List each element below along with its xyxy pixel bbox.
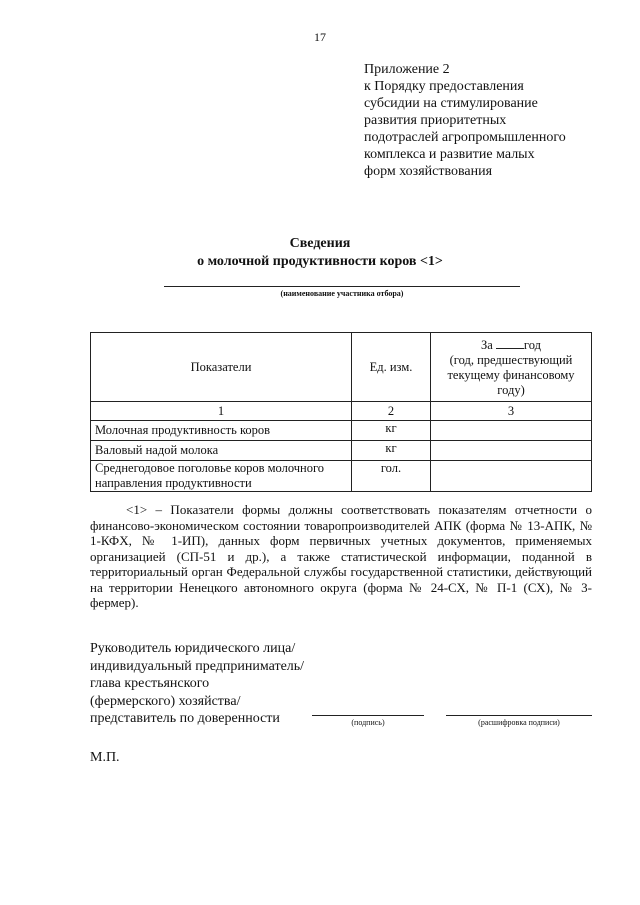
appendix-block: [364, 61, 624, 180]
indicator-unit: кг: [352, 441, 431, 461]
indicator-value-cell[interactable]: [431, 441, 592, 461]
appendix-line: форм хозяйствования: [364, 164, 493, 179]
indicator-name: Валовый надой молока: [91, 441, 352, 461]
stamp-placeholder: М.П.: [90, 750, 120, 765]
column-numbers-row: [91, 402, 592, 421]
participant-name-field[interactable]: [164, 286, 520, 287]
year-blank-field[interactable]: [496, 337, 524, 349]
period-suffix: год: [523, 337, 541, 352]
indicators-table: [90, 332, 592, 492]
signature-field[interactable]: [312, 715, 424, 716]
header-indicators: Показатели: [91, 333, 352, 402]
appendix-line: развития приоритетных: [364, 113, 507, 128]
participant-caption: (наименование участника отбора): [280, 289, 404, 298]
signatory-line: представитель по доверенности: [90, 711, 280, 726]
table-row: [91, 461, 592, 492]
footnote-text: <1> – Показатели формы должны соответствовать показателям отчетности о финансово-экономическом состоянии товаропроизводителей АПК (форма № 13-АПК, № 1-КФХ, № 1-ИП), данных форм первичных учетных документов, применяемых организацией (СП-51 и др.), а также статистической информации, поданной в территориальный орган Федеральной службы государственной статистики, действующий на территории Ненецкого автономного округа (форма № 24-СХ, № П-1 (СХ), № 3-фермер).: [90, 502, 592, 610]
indicator-value-cell[interactable]: [431, 421, 592, 441]
appendix-line: комплекса и развитие малых: [364, 147, 535, 162]
appendix-line: субсидии на стимулирование: [364, 96, 538, 111]
signatory-block: [90, 640, 304, 728]
header-period: [431, 333, 592, 402]
header-unit: Ед. изм.: [352, 333, 431, 402]
appendix-line: к Порядку предоставления: [364, 79, 524, 94]
appendix-line: Приложение 2: [364, 62, 450, 77]
column-number: 2: [352, 402, 431, 421]
indicator-name: Молочная продуктивность коров: [91, 421, 352, 441]
column-number: 1: [91, 402, 352, 421]
signatory-line: Руководитель юридического лица/: [90, 641, 296, 656]
table-row: [91, 441, 592, 461]
signatory-line: глава крестьянского: [90, 676, 210, 691]
table-row: [91, 421, 592, 441]
period-note: (год, предшествующий текущему финансовому году): [447, 352, 575, 397]
indicator-unit: гол.: [352, 461, 431, 492]
table-header-row: [91, 333, 592, 402]
appendix-line: подотраслей агропромышленного: [364, 130, 566, 145]
title-line-2: о молочной продуктивности коров <1>: [197, 254, 443, 269]
period-prefix: За: [480, 337, 493, 352]
footnote: [90, 502, 592, 611]
document-title: [0, 235, 640, 271]
signatory-line: (фермерского) хозяйства/: [90, 693, 241, 709]
signature-caption: (подпись): [351, 718, 385, 727]
indicator-unit: кг: [352, 421, 431, 441]
column-number: 3: [431, 402, 592, 421]
signature-decryption-field[interactable]: [446, 715, 592, 716]
decryption-caption: (расшифровка подписи): [478, 718, 560, 727]
indicator-name: Среднегодовое поголовье коров молочного направления продуктивности: [91, 461, 352, 492]
signatory-line: индивидуальный предприниматель/: [90, 658, 305, 674]
title-line-1: Сведения: [289, 236, 351, 251]
page-number: 17: [314, 30, 326, 44]
indicator-value-cell[interactable]: [431, 461, 592, 492]
